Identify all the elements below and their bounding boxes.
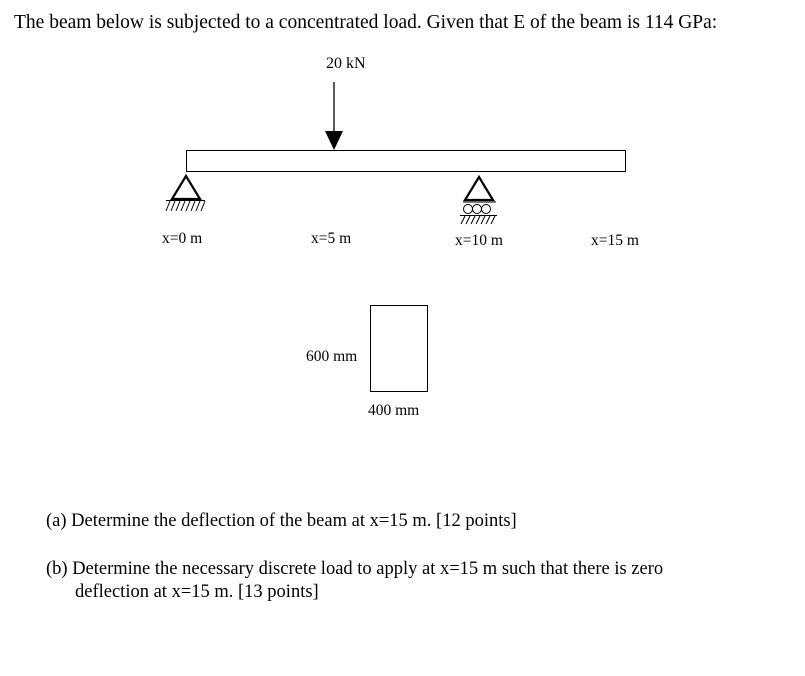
question-b-line-2: deflection at x=15 m. [13 points] bbox=[75, 582, 319, 602]
load-arrow bbox=[325, 82, 343, 150]
position-label-x5: x=5 m bbox=[311, 230, 352, 247]
question-a: (a) Determine the deflection of the beam at x=15 m. [12 points] bbox=[46, 511, 517, 531]
section-width-label: 400 mm bbox=[368, 402, 420, 419]
roller-support bbox=[460, 177, 497, 224]
problem-statement: The beam below is subjected to a concentrated load. Given that E of the beam is 114 GPa: bbox=[14, 12, 718, 33]
question-b-line-1: (b) Determine the necessary discrete load to apply at x=15 m such that there is zero bbox=[46, 559, 664, 579]
position-label-x15: x=15 m bbox=[591, 232, 639, 249]
position-label-x0: x=0 m bbox=[162, 230, 203, 247]
position-label-x10: x=10 m bbox=[455, 232, 503, 249]
load-label: 20 kN bbox=[326, 55, 366, 72]
cross-section bbox=[371, 306, 428, 392]
beam bbox=[187, 151, 626, 172]
section-height-label: 600 mm bbox=[306, 348, 358, 365]
pin-support bbox=[166, 176, 205, 211]
